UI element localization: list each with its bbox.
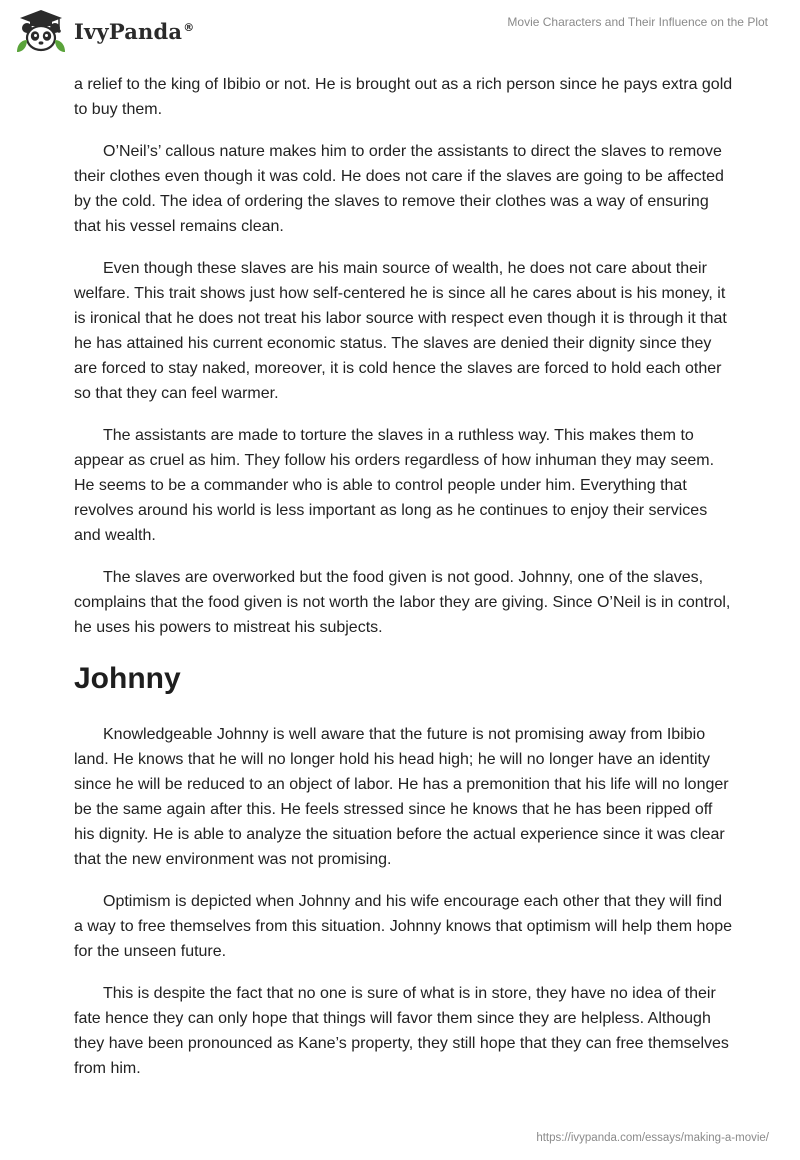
page-header bbox=[0, 0, 800, 60]
essay-body bbox=[74, 72, 734, 1098]
paragraph: The slaves are overworked but the food given is not good. Johnny, one of the slaves, complains that the food given is not worth the labor they are giving. Since O’Neil is in control, he uses his powers to mistreat his subjects. bbox=[74, 569, 731, 636]
source-url-link[interactable]: https://ivypanda.com/essays/making-a-movie/ bbox=[536, 1132, 769, 1144]
document-title: Movie Characters and Their Influence on the Plot bbox=[507, 15, 768, 29]
paragraph: O’Neil’s’ callous nature makes him to order the assistants to direct the slaves to remove their clothes even though it was cold. He does not care if the slaves are going to be affected by the cold. The idea of ordering the slaves to remove their clothes was a way of ensuring that his vessel remains clean. bbox=[74, 143, 724, 235]
paragraph: Optimism is depicted when Johnny and his wife encourage each other that they will find a way to free themselves from this situation. Johnny knows that optimism will help them hope for the unseen future. bbox=[74, 893, 733, 960]
paragraph: This is despite the fact that no one is sure of what is in store, they have no idea of their fate hence they can only hope that things will favor them since they are helpless. Although they have been pronounced as Kane’s property, they still hope that they can free themselves from him. bbox=[74, 985, 729, 1077]
paragraph: The assistants are made to torture the slaves in a ruthless way. This makes them to appear as cruel as him. They follow his orders regardless of how inhuman they may seem. He seems to be a commander who is able to control people under him. Everything that revolves around his world is less important as long as he continues to enjoy their services and wealth. bbox=[74, 427, 715, 544]
registered-mark: ® bbox=[183, 20, 195, 34]
brand-logo[interactable] bbox=[14, 8, 194, 54]
section-heading: Johnny bbox=[74, 662, 181, 695]
paragraph-continued: a relief to the king of Ibibio or not. He is brought out as a rich person since he pays extra gold to buy them. bbox=[74, 76, 733, 118]
paragraph: Even though these slaves are his main source of wealth, he does not care about their welfare. This trait shows just how self-centered he is since all he cares about is his money, it is ironical that he does not treat his labor source with respect even though it is through it that he has attained his current economic status. The slaves are denied their dignity since they are forced to stay naked, moreover, it is cold hence the slaves are forced to hold each other so that they can feel warmer. bbox=[74, 260, 727, 402]
paragraph: Knowledgeable Johnny is well aware that the future is not promising away from Ibibio land. He knows that he will no longer hold his head high; he will no longer have an identity since he will be reduced to an object of labor. He has a premonition that his life will no longer be the same again after this. He feels stressed since he knows that he has been ripped off his dignity. He is able to analyze the situation before the actual experience since it was clear that the new environment was not promising. bbox=[74, 726, 729, 868]
panda-graduation-cap-icon bbox=[14, 8, 68, 54]
brand-name: IvyPanda® bbox=[74, 18, 195, 44]
